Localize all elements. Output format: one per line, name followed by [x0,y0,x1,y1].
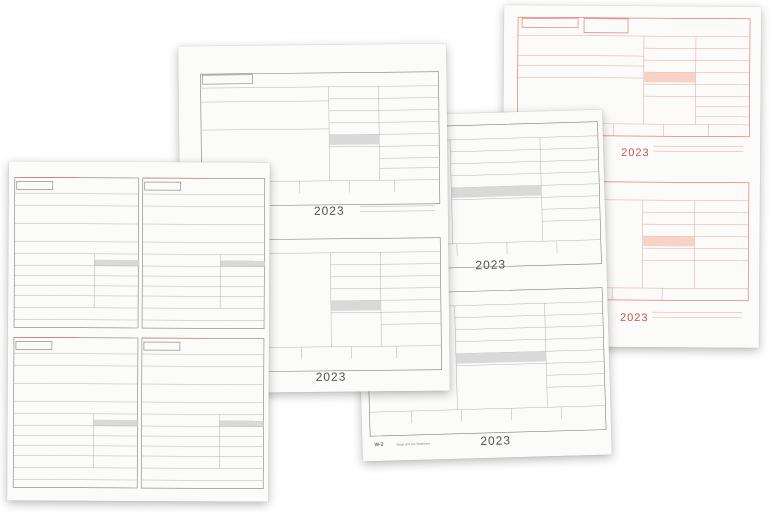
tax-year-label: 2023 [313,203,345,219]
form-top-right [142,178,265,329]
form-name-label: W-2 [374,441,384,449]
tax-year-label: 2023 [621,146,650,160]
tax-year-label: 2023 [475,257,507,273]
form-bottom-left [13,337,138,488]
tax-year-label-2: 2023 [619,311,649,325]
tax-year-label-2: 2023 [480,433,512,449]
form-bottom-right [141,338,264,489]
form-top-left [14,177,139,328]
tax-year-label-2: 2023 [315,369,347,384]
sheet-copy-front-left [7,161,270,501]
form-title-label: Wage and Tax Statement [396,441,430,447]
